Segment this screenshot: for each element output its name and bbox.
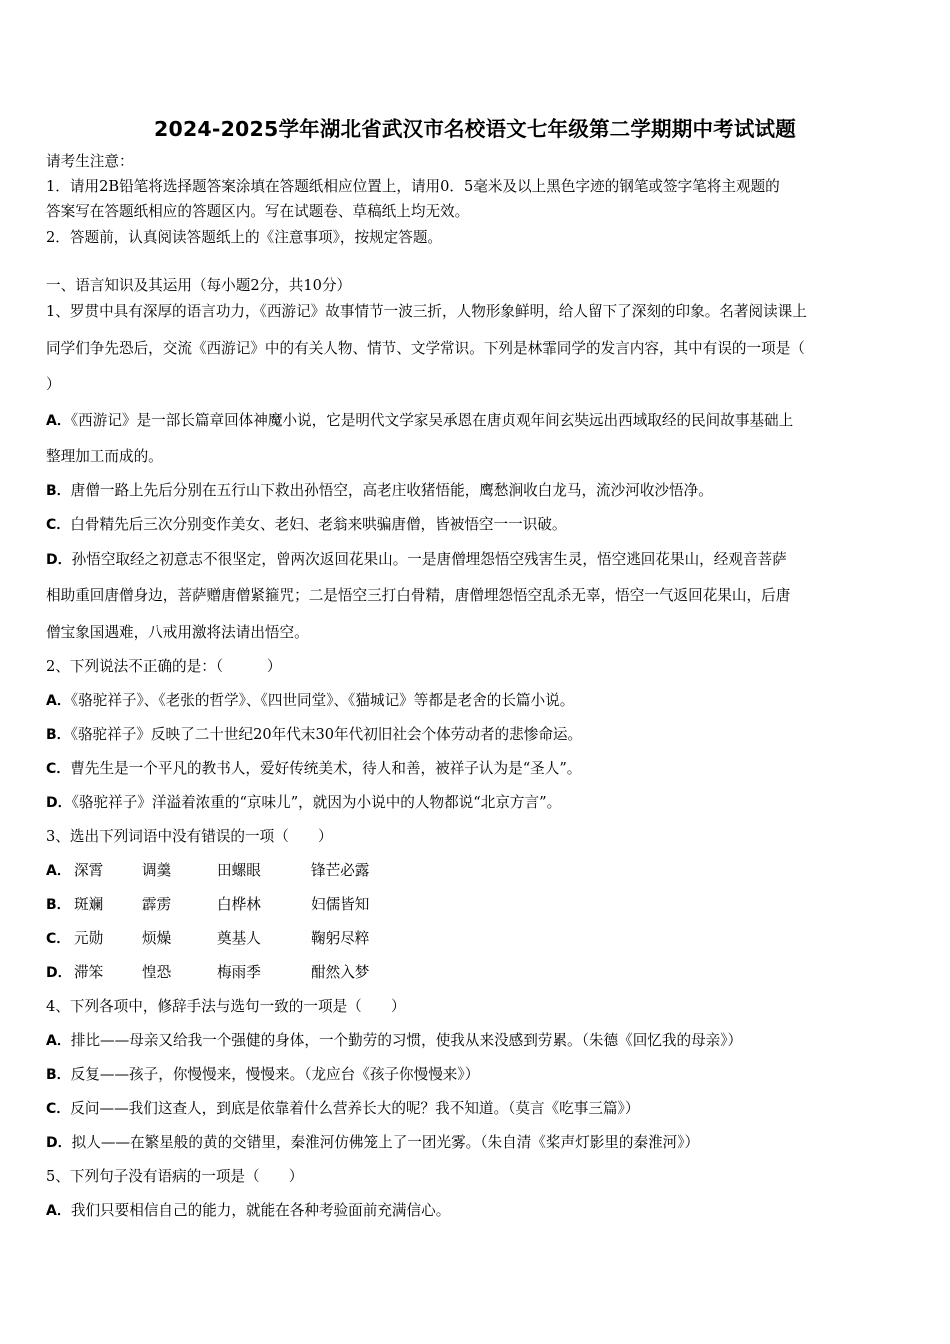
option-word: 妇儒皆知	[311, 896, 370, 913]
option-word: 惶恐	[142, 964, 172, 981]
question-4-option-d	[46, 1133, 910, 1153]
option-text: 《骆驼祥子》洋溢着浓重的“京味儿”，就因为小说中的人物都说“北京方言”。	[71, 794, 562, 811]
question-4-option-b	[46, 1065, 910, 1085]
option-label: B．	[46, 483, 71, 499]
option-word: 斑斓	[74, 896, 104, 913]
option-label: A．	[46, 863, 71, 879]
notice-line: 1．请用2B铅笔将选择题答案涂填在答题纸相应位置上，请用0．5毫米及以上黑色字迹的钢笔或签字笔将主观题的	[46, 178, 780, 195]
question-3-option-b	[46, 895, 910, 915]
option-text: 排比——母亲又给我一个强健的身体，一个勤劳的习惯，使我从来没感到劳累。（朱德《回忆我的母亲》）	[70, 1032, 743, 1049]
option-word: 白桦林	[217, 896, 261, 913]
question-1-stem: 1、罗贯中具有深厚的语言功力，《西游记》故事情节一波三折，人物形象鲜明，给人留下了深刻的印象。名著阅读课上	[46, 303, 807, 320]
question-1-option-d-cont: 相助重回唐僧身边，菩萨赠唐僧紧箍咒；二是悟空三打白骨精，唐僧埋怨悟空乱杀无辜，悟空一气返回花果山，后唐	[46, 587, 791, 604]
option-word: 奠基人	[217, 930, 261, 947]
option-label: D．	[46, 1135, 72, 1151]
option-label: A．	[46, 1203, 71, 1219]
option-text: 《骆驼祥子》、《老张的哲学》、《四世同堂》、《猫城记》等都是老舍的长篇小说。	[70, 692, 575, 709]
option-label: D．	[46, 552, 72, 568]
option-word: 田螺眼	[217, 862, 261, 879]
question-2-option-b	[46, 725, 910, 745]
option-label: C．	[46, 931, 71, 947]
option-word: 酣然入梦	[311, 964, 370, 981]
question-2-option-d	[46, 793, 910, 813]
option-text: 反问——我们这查人，到底是依靠着什么营养长大的呢？我不知道。（莫言《吃事三篇》）	[70, 1100, 640, 1117]
option-word: 滞笨	[74, 964, 104, 981]
question-3-stem: 3、选出下列词语中没有错误的一项（ ）	[46, 828, 333, 845]
option-word: 烦燥	[142, 930, 172, 947]
option-word: 深霄	[74, 862, 104, 879]
question-2-option-a	[46, 691, 910, 711]
option-label: B．	[46, 897, 71, 913]
option-word: 元勋	[74, 930, 104, 947]
question-2-stem: 2、下列说法不正确的是：（ ）	[46, 658, 282, 675]
notice-line: 2．答题前，认真阅读答题纸上的《注意事项》，按规定答题。	[46, 229, 443, 246]
question-1-option-a	[46, 411, 910, 431]
question-1-stem: 同学们争先恐后，交流《西游记》中的有关人物、情节、文学常识。下列是林霏同学的发言内容，其中有误的一项是（	[46, 340, 805, 357]
question-3-option-d	[46, 963, 910, 983]
option-text: 《骆驼祥子》反映了二十世纪20年代末30年代初旧社会个体劳动者的悲惨命运。	[70, 726, 583, 743]
question-1-stem: ）	[46, 376, 61, 393]
page-title: 2024-2025学年湖北省武汉市名校语文七年级第二学期期中考试试题	[154, 117, 796, 141]
question-4-stem: 4、下列各项中，修辞手法与选句一致的一项是（ ）	[46, 998, 406, 1015]
option-word: 鞠躬尽粹	[311, 930, 370, 947]
section-heading: 一、语言知识及其运用（每小题2分，共10分）	[46, 277, 352, 294]
option-word: 霹雳	[142, 896, 172, 913]
option-label: A．	[46, 693, 71, 709]
option-label: A．	[46, 1033, 71, 1049]
option-label: C．	[46, 1101, 71, 1117]
option-label: B．	[46, 1067, 71, 1083]
option-text: 《西游记》是一部长篇章回体神魔小说，它是明代文学家吴承恩在唐贞观年间玄奘远出西域取经的民间故事基础上	[70, 412, 794, 429]
option-text: 我们只要相信自己的能力，就能在各种考验面前充满信心。	[70, 1202, 451, 1219]
notice-header: 请考生注意：	[46, 153, 134, 170]
question-1-option-d	[46, 550, 910, 570]
option-text: 白骨精先后三次分别变作美女、老妇、老翁来哄骗唐僧，皆被悟空一一识破。	[70, 516, 567, 533]
question-3-option-c	[46, 929, 910, 949]
option-word: 调羹	[142, 862, 172, 879]
option-label: B．	[46, 727, 71, 743]
option-text: 拟人——在繁星般的黄的交错里，秦淮河仿佛笼上了一团光雾。（朱自清《桨声灯影里的秦淮河》）	[71, 1134, 700, 1151]
option-text: 孙悟空取经之初意志不很坚定，曾两次返回花果山。一是唐僧埋怨悟空残害生灵，悟空逃回花果山，经观音菩萨	[71, 551, 787, 568]
question-1-option-c	[46, 515, 910, 535]
question-4-option-c	[46, 1099, 910, 1119]
question-3-option-a	[46, 861, 910, 881]
option-text: 唐僧一路上先后分别在五行山下救出孙悟空，高老庄收猪悟能，鹰愁涧收白龙马，流沙河收沙悟净。	[70, 482, 713, 499]
question-1-option-b	[46, 481, 910, 501]
notice-line: 答案写在答题纸相应的答题区内。写在试题卷、草稿纸上均无效。	[46, 203, 470, 220]
option-label: D．	[46, 965, 72, 981]
question-1-option-a-cont: 整理加工而成的。	[46, 448, 163, 465]
question-4-option-a	[46, 1031, 910, 1051]
option-label: D．	[46, 795, 72, 811]
option-label: C．	[46, 517, 71, 533]
option-label: C．	[46, 761, 71, 777]
option-word: 锋芒必露	[311, 862, 370, 879]
question-2-option-c	[46, 759, 910, 779]
question-5-stem: 5、下列句子没有语病的一项是（ ）	[46, 1168, 304, 1185]
question-5-option-a	[46, 1201, 910, 1221]
option-text: 曹先生是一个平凡的教书人，爱好传统美术，待人和善，被祥子认为是“圣人”。	[70, 760, 582, 777]
option-text: 反复——孩子，你慢慢来，慢慢来。（龙应台《孩子你慢慢来》）	[70, 1066, 480, 1083]
option-label: A．	[46, 413, 71, 429]
option-word: 梅雨季	[217, 964, 261, 981]
question-1-option-d-cont: 僧宝象国遇难，八戒用激将法请出悟空。	[46, 624, 309, 641]
